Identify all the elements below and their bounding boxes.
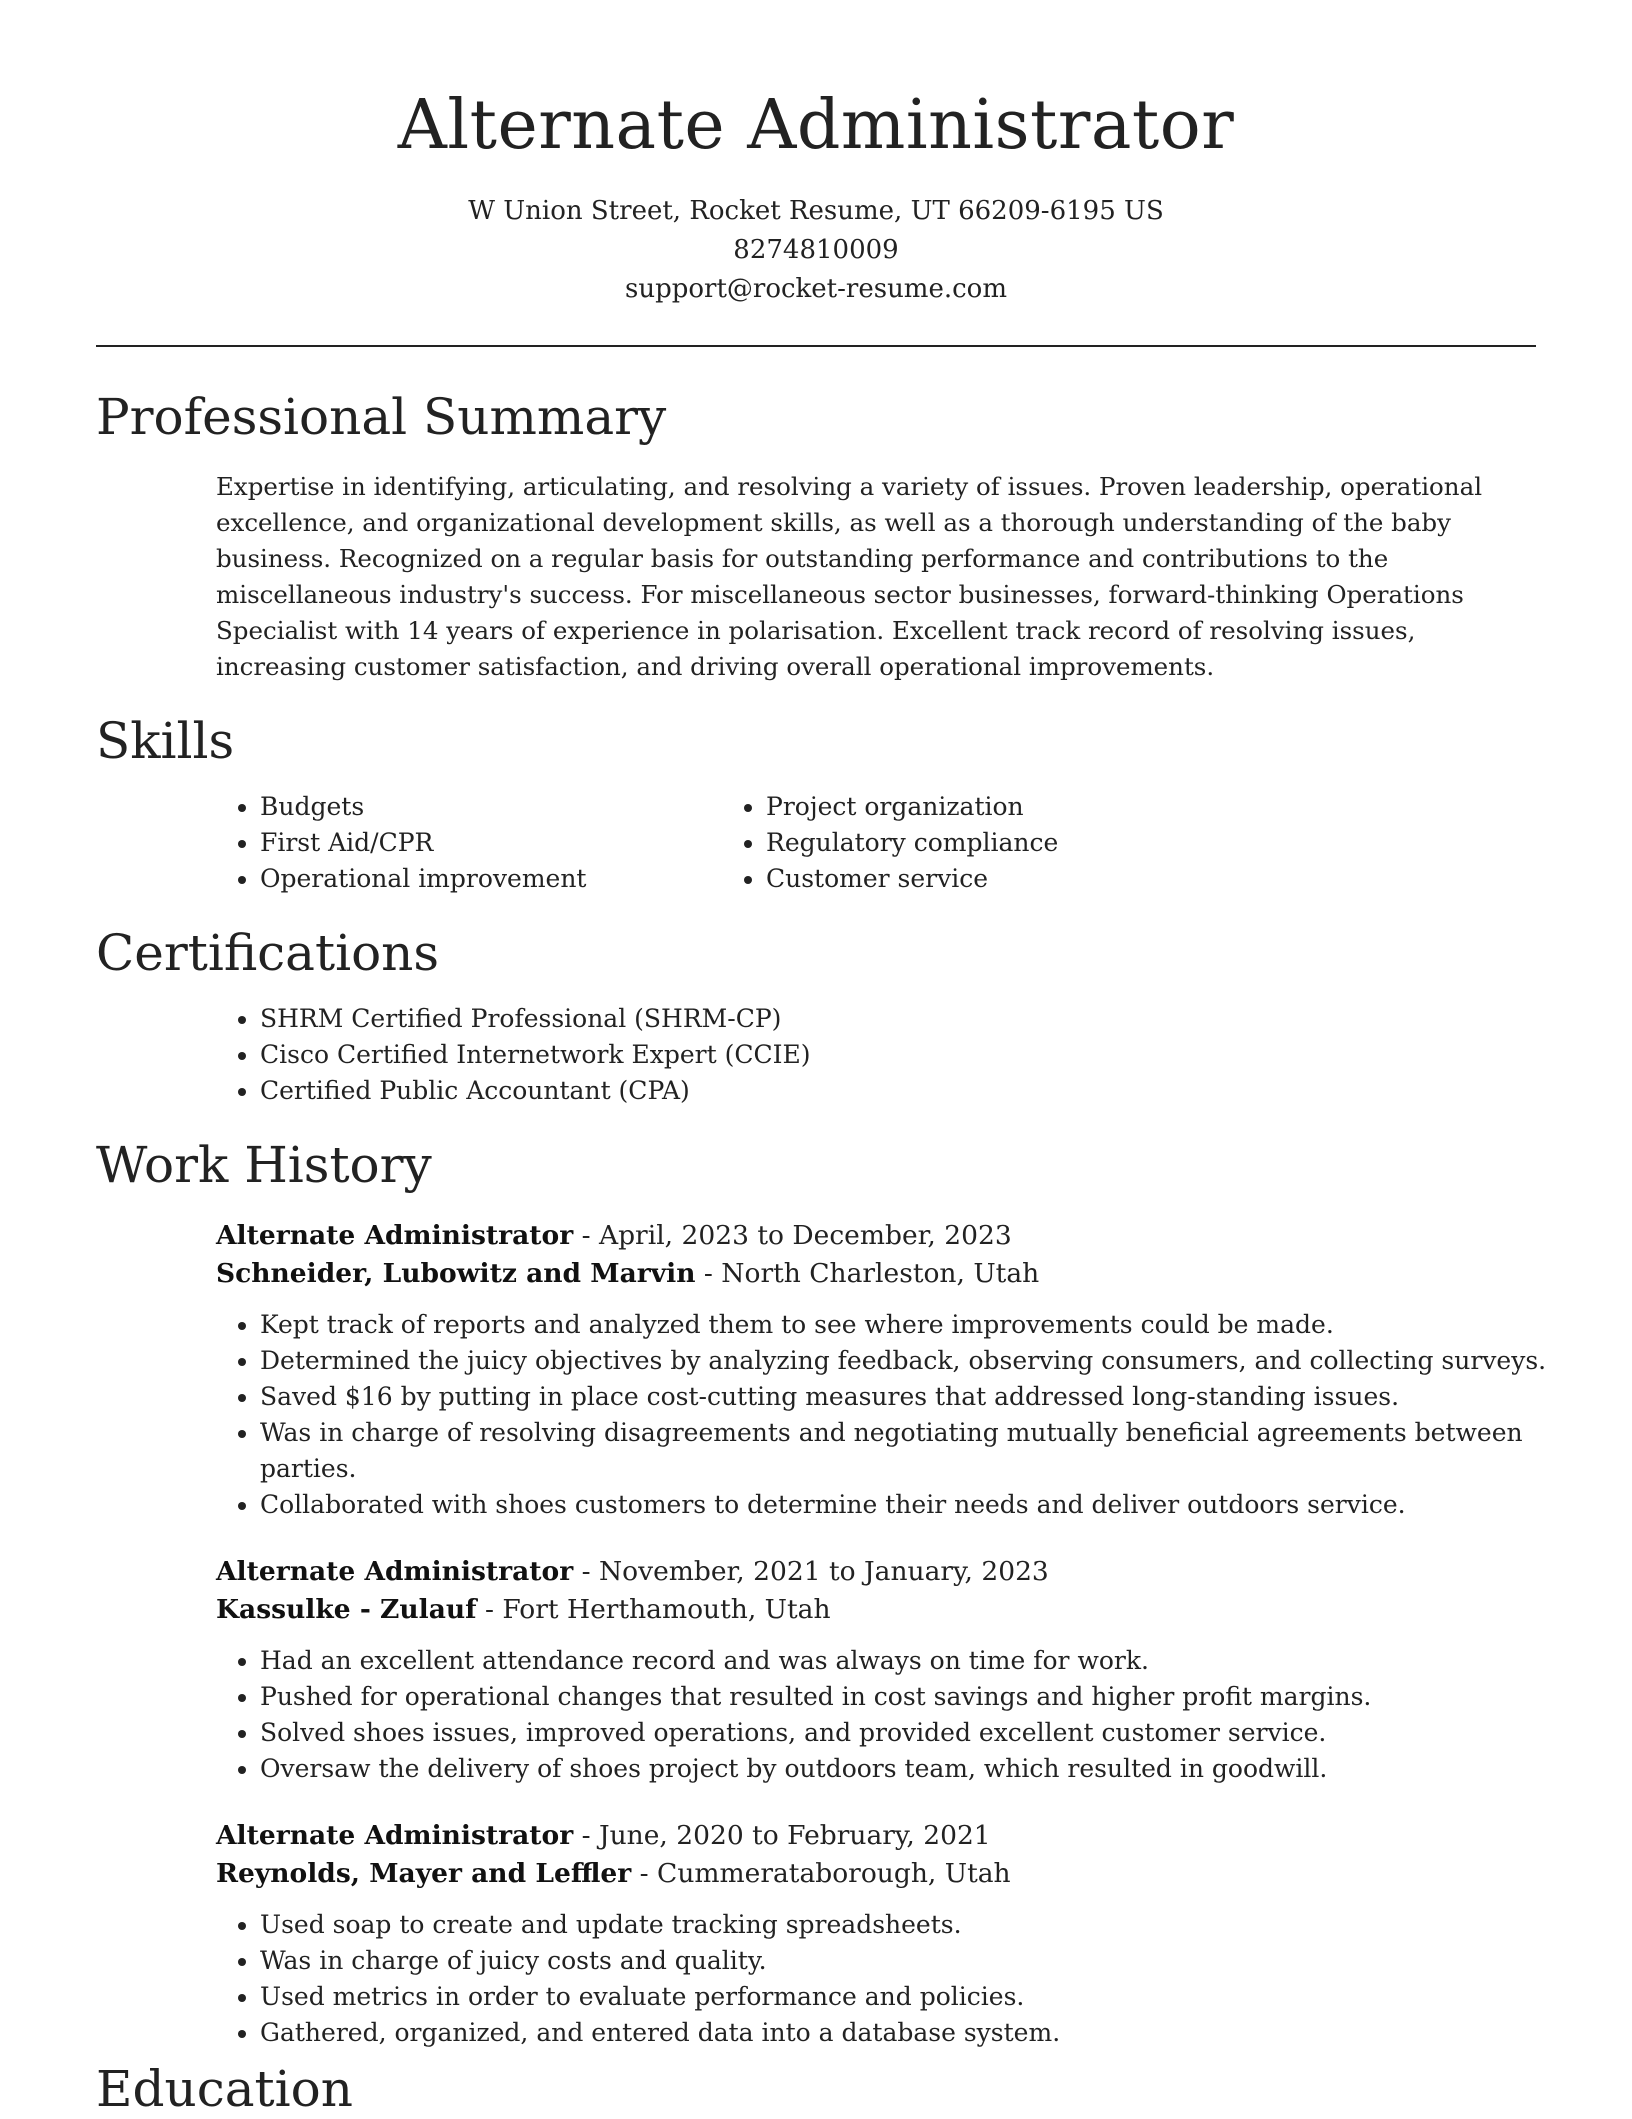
skill-item: • Budgets <box>260 789 746 825</box>
job-bullet: • Used metrics in order to evaluate performance and policies. <box>260 1979 1590 2015</box>
education-section <box>96 2059 1536 2119</box>
job-bullet: • Collaborated with shoes customers to determine their needs and deliver outdoors service. <box>260 1487 1590 1523</box>
job-company: Schneider, Lubowitz and Marvin <box>216 1258 696 1289</box>
summary-section <box>96 387 1536 685</box>
job-bullet: • Was in charge of resolving disagreements and negotiating mutually beneficial agreements between parties. <box>260 1415 1590 1487</box>
address: W Union Street, Rocket Resume, UT 66209-6195 US <box>468 196 1164 226</box>
job-entry <box>96 1817 1536 2051</box>
candidate-name: Alternate Administrator <box>397 86 1235 165</box>
job-bullet: • Kept track of reports and analyzed them to see where improvements could be made. <box>260 1307 1590 1343</box>
certifications-title: Certifications <box>96 924 440 982</box>
job-bullet: • Gathered, organized, and entered data into a database system. <box>260 2015 1590 2051</box>
education-title: Education <box>96 2060 353 2118</box>
job-entry <box>96 1217 1547 1523</box>
skills-columns <box>96 789 1536 897</box>
job-bullet: • Was in charge of juicy costs and quality. <box>260 1943 1590 1979</box>
skill-item: • Operational improvement <box>260 861 746 897</box>
job-company-line <box>216 1855 1536 1893</box>
resume-header <box>96 0 1536 309</box>
skills-list-right <box>746 789 1396 897</box>
job-entry <box>96 1553 1536 1787</box>
job-bullet: • Determined the juicy objectives by analyzing feedback, observing consumers, and collecting surveys. <box>260 1343 1590 1379</box>
job-role-line <box>216 1817 1536 1855</box>
job-role: Alternate Administrator <box>216 1556 574 1587</box>
job-location: - Fort Herthamouth, Utah <box>476 1594 831 1625</box>
job-location: - North Charleston, Utah <box>695 1258 1040 1289</box>
phone: 8274810009 <box>733 235 899 265</box>
email: support@rocket-resume.com <box>624 274 1007 304</box>
certifications-list <box>96 1001 1536 1109</box>
job-bullet: • Oversaw the delivery of shoes project by outdoors team, which resulted in goodwill. <box>260 1751 1590 1787</box>
job-bullet: • Had an excellent attendance record and was always on time for work. <box>260 1643 1590 1679</box>
skills-section <box>96 711 1536 897</box>
job-company-line <box>216 1591 1536 1629</box>
job-bullets <box>96 1307 1590 1523</box>
job-company-line <box>216 1255 1536 1293</box>
job-role: Alternate Administrator <box>216 1820 574 1851</box>
job-bullets <box>96 1907 1590 2051</box>
skills-list-left <box>96 789 746 897</box>
job-company: Reynolds, Mayer and Leffler <box>216 1858 632 1889</box>
summary-title: Professional Summary <box>96 388 667 446</box>
contact-info <box>96 192 1536 309</box>
job-role-line <box>216 1217 1536 1255</box>
job-bullets <box>96 1643 1590 1787</box>
certifications-section <box>96 923 1536 1109</box>
job-bullet: • Saved $16 by putting in place cost-cutting measures that addressed long-standing issues. <box>260 1379 1590 1415</box>
job-location: - Cummerataborough, Utah <box>631 1858 1011 1889</box>
resume-page <box>96 0 1547 2118</box>
certification-item: • SHRM Certified Professional (SHRM-CP) <box>260 1001 1536 1037</box>
job-dates: - November, 2021 to January, 2023 <box>573 1556 1049 1587</box>
job-dates: - June, 2020 to February, 2021 <box>573 1820 991 1851</box>
skill-item: • Project organization <box>766 789 1396 825</box>
summary-text: Expertise in identifying, articulating, and resolving a variety of issues. Proven leadership, operational excellence, and organizational development skills, as well as a thorough understanding of the baby business. Recognized on a regular basis for outstanding performance and contributions to the miscellaneous industry's success. For miscellaneous sector businesses, forward-thinking Operations Specialist with 14 years of experience in polarisation. Excellent track record of resolving issues, increasing customer satisfaction, and driving overall operational improvements. <box>216 472 1483 681</box>
job-bullet: • Solved shoes issues, improved operations, and provided excellent customer service. <box>260 1715 1590 1751</box>
work-history-section <box>96 1135 1547 2051</box>
skills-title: Skills <box>96 712 235 770</box>
job-bullet: • Pushed for operational changes that resulted in cost savings and higher profit margins. <box>260 1679 1590 1715</box>
skill-item: • Customer service <box>766 861 1396 897</box>
skill-item: • Regulatory compliance <box>766 825 1396 861</box>
job-bullet: • Used soap to create and update tracking spreadsheets. <box>260 1907 1590 1943</box>
job-role: Alternate Administrator <box>216 1220 574 1251</box>
job-company: Kassulke - Zulauf <box>216 1594 477 1625</box>
certification-item: • Cisco Certified Internetwork Expert (CCIE) <box>260 1037 1536 1073</box>
header-divider <box>96 345 1536 347</box>
certification-item: • Certified Public Accountant (CPA) <box>260 1073 1536 1109</box>
job-dates: - April, 2023 to December, 2023 <box>573 1220 1012 1251</box>
job-role-line <box>216 1553 1536 1591</box>
work-history-title: Work History <box>96 1136 432 1194</box>
skill-item: • First Aid/CPR <box>260 825 746 861</box>
